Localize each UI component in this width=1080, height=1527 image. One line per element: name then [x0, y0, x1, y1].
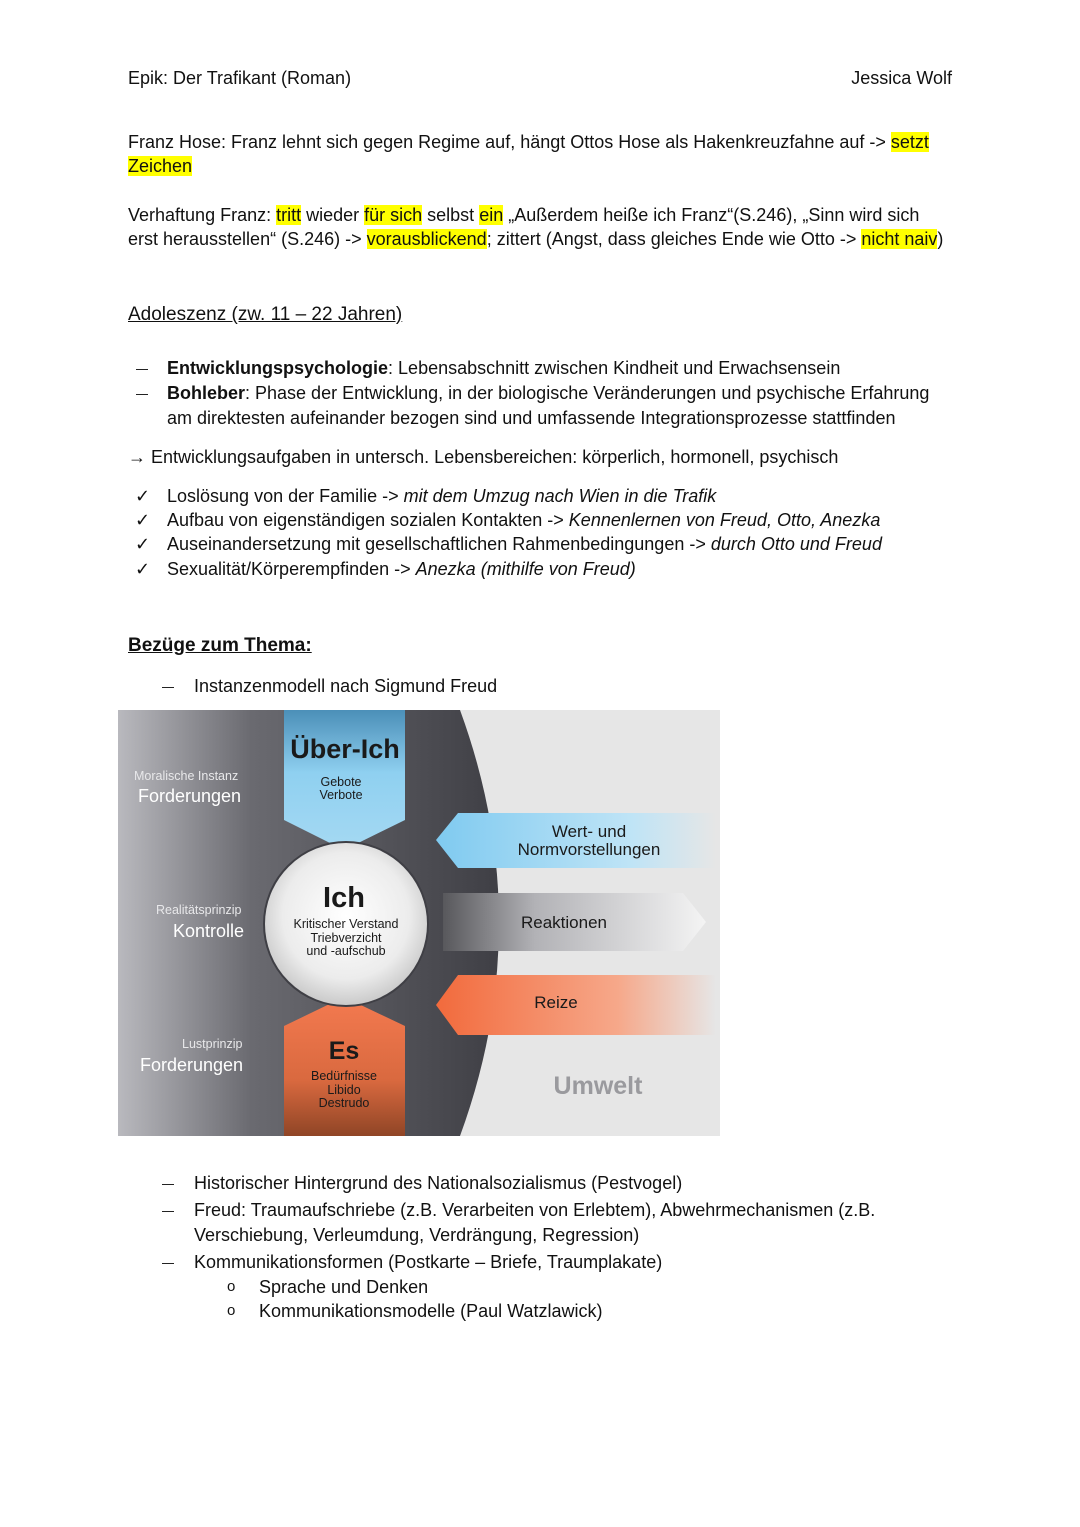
italic-span: Kennenlernen von Freud, Otto, Anezka — [568, 510, 881, 530]
heading-adoleszenz: Adoleszenz (zw. 11 – 22 Jahren) — [128, 304, 403, 325]
highlight: setzt — [890, 132, 929, 152]
bullet-entwicklungspsychologie — [167, 356, 840, 380]
ich-aufschub: und -aufschub — [306, 944, 386, 958]
bullet-freud-cont: Verschiebung, Verleumdung, Verdrängung, Regression) — [194, 1225, 640, 1245]
text-span: Sexualität/Körperempfinden -> — [167, 559, 416, 579]
label-forderungen-lust: Forderungen — [140, 1055, 244, 1075]
label-forderungen-moral: Forderungen — [138, 786, 242, 806]
arrow-line: → Entwicklungsaufgaben in untersch. Lebensbereichen: körperlich, hormonell, psychisch — [128, 447, 839, 467]
label-kontrolle: Kontrolle — [173, 921, 245, 941]
italic-span: Anezka (mithilfe von Freud) — [415, 559, 636, 579]
check-item — [167, 484, 716, 508]
italic-span: durch Otto und Freud — [710, 534, 882, 554]
ich-title: Ich — [323, 882, 365, 914]
label-moralische-instanz: Moralische Instanz — [134, 769, 239, 783]
highlight: für sich — [364, 205, 423, 225]
ueberich-verbote: Verbote — [319, 788, 363, 802]
highlight: Zeichen — [128, 156, 193, 176]
label-reaktionen: Reaktionen — [520, 913, 608, 932]
ich-kritischer-verstand: Kritischer Verstand — [293, 917, 399, 931]
label-reize: Reize — [534, 993, 578, 1012]
label-realitaetsprinzip: Realitätsprinzip — [156, 903, 242, 917]
text-span: ; zittert (Angst, dass gleiches Ende wie Otto -> — [486, 229, 862, 249]
es-libido: Libido — [327, 1083, 361, 1097]
bullet-bohleber — [167, 381, 929, 405]
text-span: Verhaftung Franz: — [128, 205, 277, 225]
text-span: Loslösung von der Familie -> — [167, 486, 404, 506]
checkmark-icon: ✓ — [135, 534, 151, 554]
text-span: Auseinandersetzung mit gesellschaftlichen Rahmenbedingungen -> — [167, 534, 711, 554]
label-umwelt: Umwelt — [553, 1072, 643, 1100]
circle-bullet-icon: o — [227, 1278, 236, 1295]
term: Bohleber — [167, 383, 246, 403]
header-right: Jessica Wolf — [851, 68, 952, 88]
text-span: erst herausstellen“ (S.246) -> — [128, 229, 367, 249]
instanzenmodell-diagram — [118, 710, 720, 1136]
bullet-kommunikationsformen: Kommunikationsformen (Postkarte – Briefe, Traumplakate) — [194, 1252, 663, 1272]
heading-bezuege: Bezüge zum Thema: — [128, 635, 312, 656]
bullet-instanzenmodell: Instanzenmodell nach Sigmund Freud — [194, 676, 498, 696]
dash-bullet — [162, 1184, 174, 1185]
bullet-historischer-hintergrund: Historischer Hintergrund des Nationalsozialismus (Pestvogel) — [194, 1173, 683, 1193]
es-block — [284, 997, 405, 1136]
text-span: Franz Hose: Franz lehnt sich gegen Regime auf, hängt Ottos Hose als Hakenkreuzfahne auf -> — [128, 132, 891, 152]
subitem-kommunikationsmodelle: Kommunikationsmodelle (Paul Watzlawick) — [259, 1301, 603, 1321]
ich-triebverzicht: Triebverzicht — [310, 931, 382, 945]
es-title: Es — [328, 1037, 360, 1065]
dash-bullet — [162, 1263, 174, 1264]
check-item — [167, 557, 636, 581]
checkmark-icon: ✓ — [135, 510, 151, 530]
highlight: tritt — [276, 205, 302, 225]
ueberich-gebote: Gebote — [320, 775, 362, 789]
highlight: nicht naiv — [861, 229, 938, 249]
subitem-sprache: Sprache und Denken — [259, 1277, 429, 1297]
highlight: ein — [479, 205, 504, 225]
text-span: wieder — [301, 205, 365, 225]
highlight: vorausblickend — [366, 229, 487, 249]
header-left: Epik: Der Trafikant (Roman) — [128, 68, 352, 88]
paragraph-verhaftung-cont — [128, 227, 943, 251]
paragraph-franz-hose-cont — [128, 154, 192, 178]
dash-bullet — [162, 1211, 174, 1212]
dash-bullet — [136, 369, 148, 370]
check-item — [167, 508, 880, 532]
paragraph-verhaftung — [128, 203, 919, 227]
ueberich-title: Über-Ich — [290, 734, 400, 764]
text-span: selbst — [422, 205, 480, 225]
circle-bullet-icon: o — [227, 1302, 236, 1319]
check-item — [167, 532, 882, 556]
es-destrudo: Destrudo — [318, 1096, 370, 1110]
text-span: Aufbau von eigenständigen sozialen Kontakten -> — [167, 510, 569, 530]
bullet-freud: Freud: Traumaufschriebe (z.B. Verarbeiten von Erlebtem), Abwehrmechanismen (z.B. — [194, 1200, 876, 1220]
label-normvorstellungen: Normvorstellungen — [517, 840, 661, 859]
label-lustprinzip: Lustprinzip — [182, 1037, 243, 1051]
italic-span: mit dem Umzug nach Wien in die Trafik — [403, 486, 717, 506]
dash-bullet — [162, 687, 174, 688]
text-span: : Lebensabschnitt zwischen Kindheit und Erwachsensein — [388, 358, 841, 378]
text-span: : Phase der Entwicklung, in der biologische Veränderungen und psychische Erfahrung — [245, 383, 930, 403]
paragraph-franz-hose — [128, 130, 929, 154]
checkmark-icon: ✓ — [135, 486, 151, 506]
label-wert-und: Wert- und — [551, 822, 627, 841]
text-span: ) — [937, 229, 944, 249]
es-beduerfnisse: Bedürfnisse — [310, 1069, 378, 1083]
dash-bullet — [136, 394, 148, 395]
checkmark-icon: ✓ — [135, 559, 151, 579]
term: Entwicklungspsychologie — [167, 358, 389, 378]
text-span: „Außerdem heiße ich Franz“(S.246), „Sinn wird sich — [503, 205, 920, 225]
bullet-bohleber-cont: am direktesten aufeinander bezogen sind und umfassende Integrationsprozesse stattfinden — [167, 408, 896, 428]
